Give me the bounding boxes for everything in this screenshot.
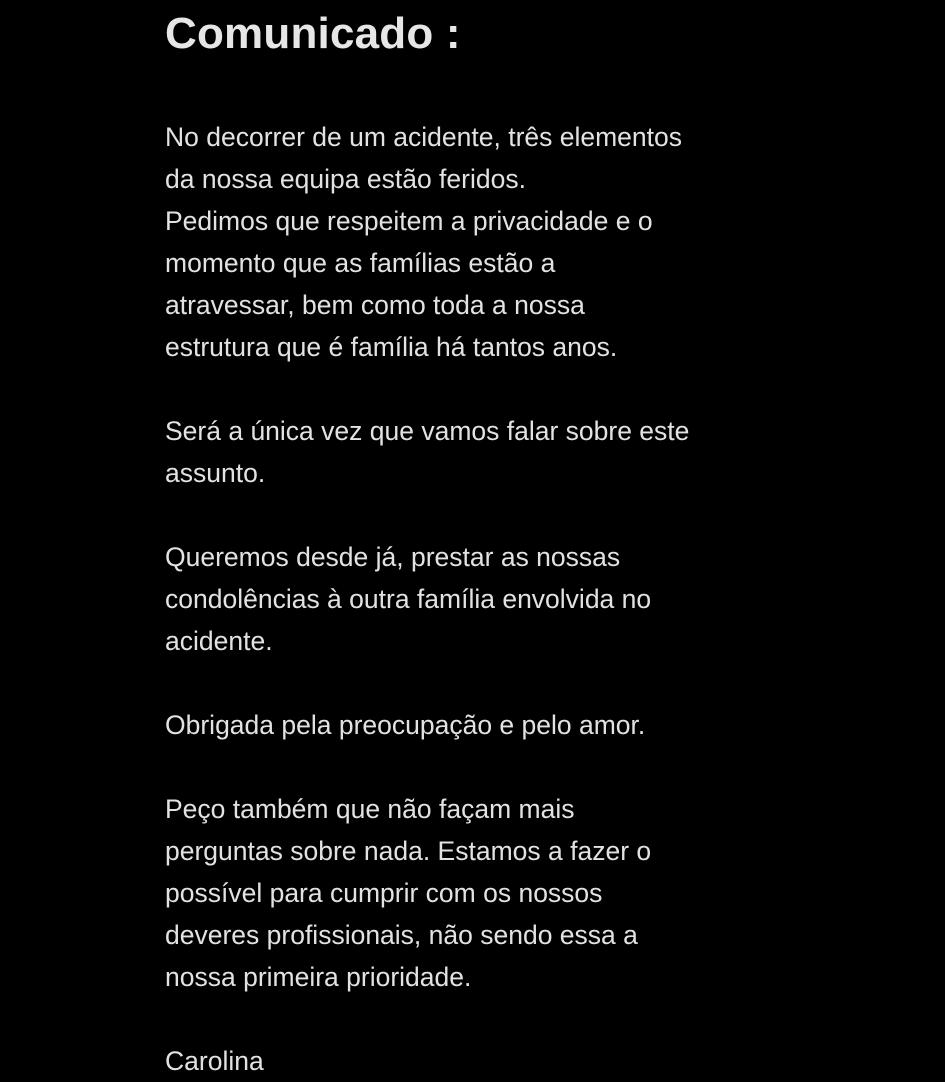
text-line: No decorrer de um acidente, três elementos bbox=[165, 122, 683, 152]
text-line: condolências à outra família envolvida no bbox=[165, 584, 652, 614]
text-line: estrutura que é família há tantos anos. bbox=[165, 332, 618, 362]
signature-name: Carolina bbox=[165, 1046, 264, 1076]
text-line: Peço também que não façam mais bbox=[165, 794, 575, 824]
text-line: nossa primeira prioridade. bbox=[165, 962, 472, 992]
paragraph-condolences bbox=[165, 536, 865, 662]
text-line: deveres profissionais, não sendo essa a bbox=[165, 920, 638, 950]
text-line: da nossa equipa estão feridos. bbox=[165, 164, 526, 194]
text-line: Queremos desde já, prestar as nossas bbox=[165, 542, 621, 572]
text-line: momento que as famílias estão a bbox=[165, 248, 556, 278]
text-line: assunto. bbox=[165, 458, 266, 488]
note-document bbox=[165, 0, 865, 1082]
text-line: perguntas sobre nada. Estamos a fazer o bbox=[165, 836, 652, 866]
paragraph-accident bbox=[165, 116, 865, 368]
paragraph-request bbox=[165, 788, 865, 998]
note-title: Comunicado : bbox=[165, 9, 461, 58]
signature bbox=[165, 1040, 865, 1082]
text-line: Pedimos que respeitem a privacidade e o bbox=[165, 206, 653, 236]
text-line: atravessar, bem como toda a nossa bbox=[165, 290, 585, 320]
text-line: Será a única vez que vamos falar sobre este bbox=[165, 416, 690, 446]
paragraph-thanks bbox=[165, 704, 865, 746]
paragraph-only-time bbox=[165, 410, 865, 494]
text-line: possível para cumprir com os nossos bbox=[165, 878, 603, 908]
text-line: Obrigada pela preocupação e pelo amor. bbox=[165, 710, 646, 740]
text-line: acidente. bbox=[165, 626, 273, 656]
